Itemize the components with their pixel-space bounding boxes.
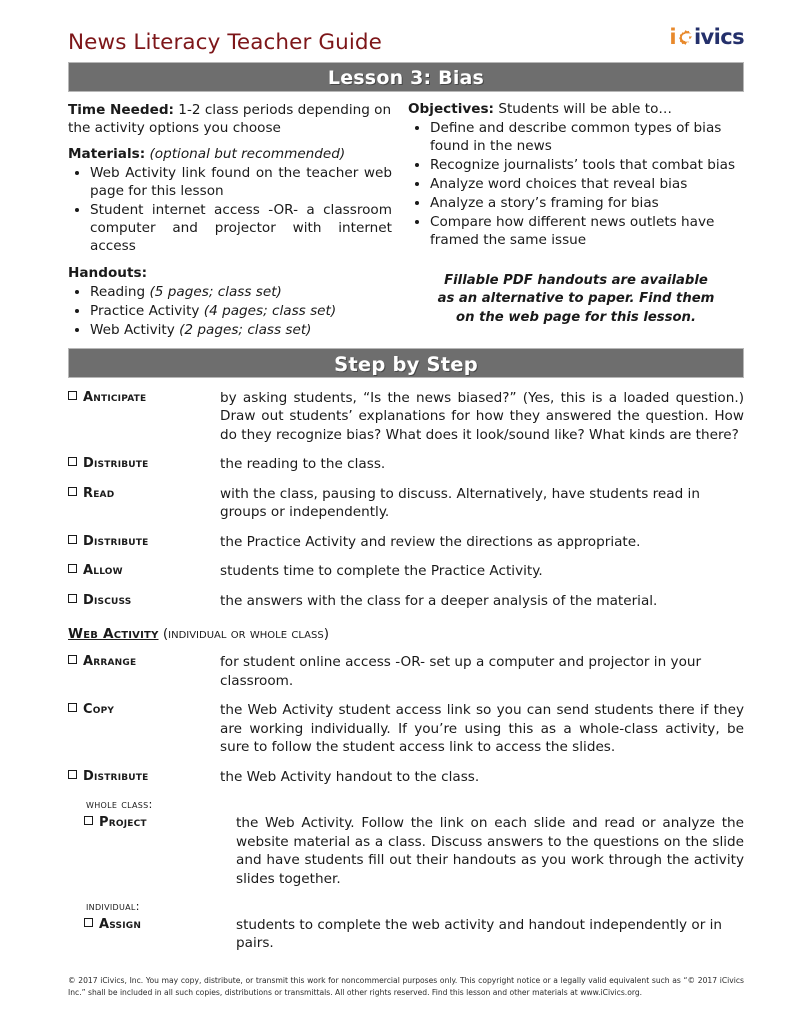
step-label [68, 533, 220, 551]
checkbox-icon[interactable] [68, 487, 77, 496]
list-item: • Compare how different news outlets have framed the same issue [430, 213, 744, 249]
checkbox-icon[interactable] [68, 594, 77, 603]
step-row [68, 455, 744, 473]
web-activity-heading [68, 626, 744, 642]
step-label [68, 653, 220, 690]
step-text: the Web Activity. Follow the link on each slide and read or analyze the website material as a class. Discuss answers to the questions on the slide and have students fill out their handouts as you work through the activity slides together. [236, 815, 744, 887]
time-needed-value: 1-2 class periods depending on the activity options you choose [68, 102, 392, 137]
page-title: News Literacy Teacher Guide [68, 30, 382, 55]
handout-name: Web Activity [90, 321, 175, 338]
step-by-step-list [68, 389, 744, 953]
checkbox-icon[interactable] [84, 816, 93, 825]
step-row [68, 768, 744, 786]
step-text: the answers with the class for a deeper analysis of the material. [220, 592, 658, 609]
step-text: the Web Activity handout to the class. [220, 768, 480, 785]
step-label [68, 592, 220, 610]
step-label-text: Project [99, 815, 147, 831]
checkbox-icon[interactable] [68, 457, 77, 466]
copyright-footer: © 2017 iCivics, Inc. You may copy, distribute, or transmit this work for noncommercial purposes only. This copyright notice or a legally valid equivalent such as “© 2017 iCivics Inc.” shall be included in all such copies, distributions or transmittals. All other rights reserved. Find this lesson and other materials at www.iCivics.org. [68, 976, 744, 997]
step-text: with the class, pausing to discuss. Alternatively, have students read in groups or independently. [220, 485, 700, 521]
materials-list [68, 164, 392, 255]
step-label [68, 485, 220, 522]
list-item: • Recognize journalists’ tools that combat bias [430, 156, 744, 174]
checkbox-icon[interactable] [68, 535, 77, 544]
checkbox-icon[interactable] [68, 564, 77, 573]
step-label-text: Distribute [83, 533, 149, 549]
time-needed-label: Time Needed: [68, 102, 174, 118]
step-label-text: Distribute [83, 768, 149, 784]
step-text: for student online access -OR- set up a computer and projector in your classroom. [220, 654, 702, 689]
lesson-info-left-column [68, 101, 408, 348]
objectives-label: Objectives: [408, 101, 494, 117]
objectives-heading [408, 101, 744, 117]
logo-text-ivics: ivics [693, 25, 744, 49]
document-header [68, 0, 744, 62]
web-activity-heading-text: Web Activity [68, 626, 159, 643]
step-text: students time to complete the Practice Activity. [220, 563, 543, 580]
list-item: • Student internet access -OR- a classroom computer and projector with internet access [90, 201, 392, 255]
step-row [68, 916, 744, 953]
note-line-1: Fillable PDF handouts are available [444, 272, 708, 288]
checkbox-icon[interactable] [68, 655, 77, 664]
step-label [68, 701, 220, 756]
icivics-logo [669, 27, 744, 48]
list-item: • Analyze word choices that reveal bias [430, 175, 744, 193]
materials-heading [68, 146, 392, 162]
handout-detail: (2 pages; class set) [174, 321, 312, 338]
lesson-info-section [68, 101, 744, 348]
page-content [68, 0, 744, 964]
step-label-text: Distribute [83, 456, 149, 472]
step-row [68, 485, 744, 522]
logo-letter-i: i [669, 25, 676, 49]
step-label [68, 389, 220, 444]
handouts-label: Handouts: [68, 264, 148, 281]
step-text: the Practice Activity and review the directions as appropriate. [220, 533, 641, 550]
step-text: the Web Activity student access link so you can send students there if they are working individually. If you’re using this as a whole-class activity, be sure to follow the student access link to access the slides. [220, 702, 744, 756]
note-line-2: as an alternative to paper. Find them [437, 291, 715, 307]
step-row [68, 533, 744, 551]
handouts-heading [68, 265, 392, 281]
step-label-text: Assign [99, 916, 142, 932]
lesson-info-right-column [408, 101, 744, 348]
list-item: • Define and describe common types of bias found in the news [430, 119, 744, 155]
step-row [68, 701, 744, 756]
step-label [68, 768, 220, 786]
list-item [90, 283, 392, 301]
handout-name: Reading [90, 283, 146, 300]
step-label-text: Copy [83, 702, 115, 718]
step-row [68, 562, 744, 580]
list-item: • Web Activity link found on the teacher web page for this lesson [90, 164, 392, 200]
step-text: students to complete the web activity and handout independently or in pairs. [236, 916, 723, 952]
step-label [68, 455, 220, 473]
materials-label: Materials: [68, 146, 146, 163]
step-text: the reading to the class. [220, 456, 386, 473]
step-label-text: Anticipate [83, 389, 147, 405]
list-item [90, 302, 392, 320]
fillable-pdf-note [408, 272, 744, 328]
note-line-3: on the web page for this lesson. [456, 310, 696, 326]
whole-class-heading: whole class: [86, 797, 153, 812]
step-label [68, 916, 236, 953]
list-item: • Analyze a story’s framing for bias [430, 194, 744, 212]
handouts-list [68, 283, 392, 339]
objectives-list [408, 119, 744, 250]
gear-icon [677, 29, 694, 46]
checkbox-icon[interactable] [68, 770, 77, 779]
handout-detail: (5 pages; class set) [145, 283, 282, 300]
web-activity-heading-note: (individual or whole class) [158, 626, 330, 643]
step-label-text: Allow [83, 563, 123, 579]
step-row [68, 389, 744, 444]
handout-detail: (4 pages; class set) [199, 302, 337, 319]
time-needed-block [68, 101, 392, 137]
step-label-text: Read [83, 485, 115, 501]
individual-heading: individual: [86, 898, 140, 913]
step-label-text: Discuss [83, 592, 132, 608]
step-text: by asking students, “Is the news biased?” (Yes, this is a loaded question.) Draw out students’ explanations for how they answered the question. How do they recognize bias? What does it look/sound like? What kinds are there? [220, 389, 744, 443]
lesson-title-bar: Lesson 3: Bias [68, 62, 744, 92]
checkbox-icon[interactable] [84, 918, 93, 927]
list-item [90, 321, 392, 339]
handout-name: Practice Activity [90, 302, 200, 319]
step-by-step-bar: Step by Step [68, 348, 744, 378]
checkbox-icon[interactable] [68, 391, 77, 400]
step-label-text: Arrange [83, 654, 137, 670]
objectives-intro: Students will be able to… [494, 101, 672, 117]
step-label [68, 562, 220, 580]
materials-note: (optional but recommended) [145, 146, 346, 163]
step-label [68, 814, 236, 888]
step-row [68, 814, 744, 888]
step-row [68, 653, 744, 690]
checkbox-icon[interactable] [68, 703, 77, 712]
step-row [68, 592, 744, 610]
